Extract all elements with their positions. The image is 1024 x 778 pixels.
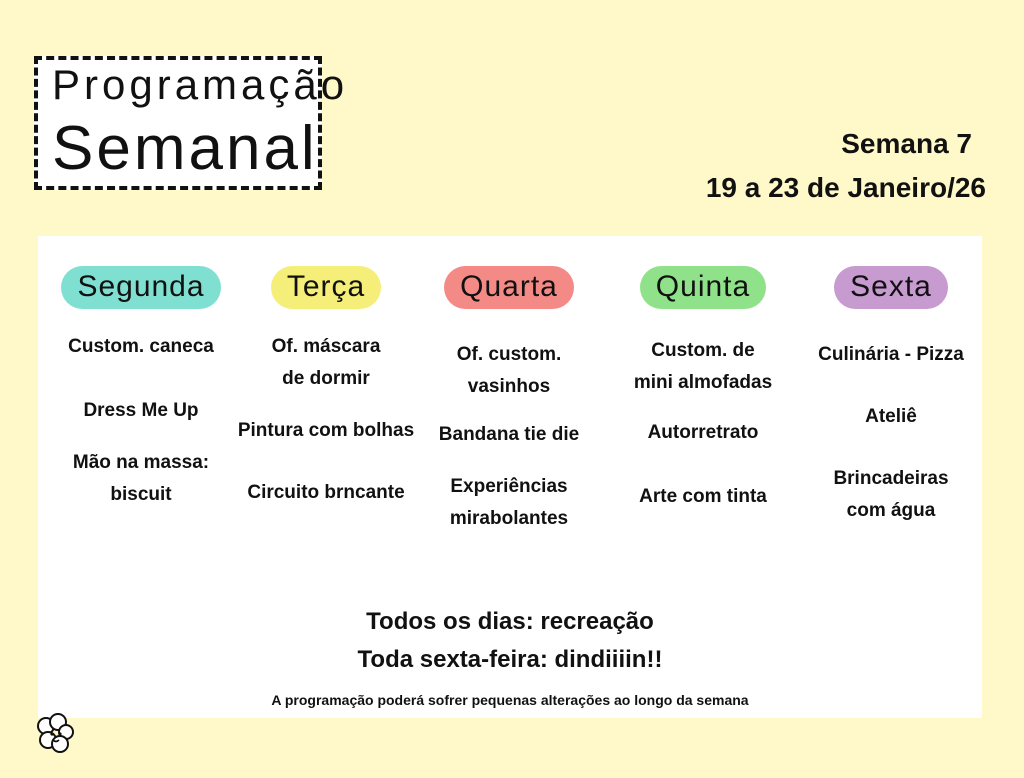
activity-segunda-1: Custom. caneca — [68, 335, 214, 357]
activity-segunda-3: Mão na massa: biscuit — [72, 451, 210, 505]
activity-terca-1: Of. máscara de dormir — [271, 335, 381, 389]
activity-quinta-3: Arte com tinta — [639, 485, 767, 507]
activity-sexta-3: Brincadeiras com água — [833, 467, 949, 521]
activity-quinta-1: Custom. de mini almofadas — [633, 339, 773, 393]
activity-segunda-2: Dress Me Up — [83, 399, 199, 421]
activity-sexta-1: Culinária - Pizza — [818, 343, 964, 365]
title-line2: Semanal — [52, 114, 318, 183]
popcorn-icon — [34, 712, 76, 758]
date-range: 19 a 23 de Janeiro/26 — [705, 172, 986, 203]
day-column-sexta — [796, 266, 986, 527]
activity-terca-2: Pintura com bolhas — [237, 419, 415, 441]
day-column-quinta — [608, 266, 798, 513]
day-label-segunda: Segunda — [61, 266, 220, 309]
activity-quarta-1: Of. custom. vasinhos — [456, 343, 562, 397]
day-label-sexta: Sexta — [834, 266, 948, 309]
week-label: Semana 7 — [841, 128, 972, 159]
day-column-terca — [231, 266, 421, 509]
activity-quarta-2: Bandana tie die — [438, 423, 580, 445]
activity-quinta-2: Autorretrato — [647, 421, 759, 443]
day-label-quarta: Quarta — [444, 266, 574, 309]
footer-friday: Toda sexta-feira: dindiiiin!! — [357, 646, 663, 673]
footer-daily: Todos os dias: recreação — [366, 608, 654, 635]
schedule-card — [38, 236, 982, 718]
footer-note: A programação poderá sofrer pequenas alterações ao longo da semana — [271, 692, 749, 708]
activity-quarta-3: Experiências mirabolantes — [449, 475, 569, 529]
activity-terca-3: Circuito brncante — [247, 481, 405, 503]
day-column-quarta — [414, 266, 604, 535]
day-column-segunda — [46, 266, 236, 511]
day-label-terca: Terça — [271, 266, 381, 309]
activity-sexta-2: Ateliê — [865, 405, 917, 427]
title-line1: Programação — [52, 61, 349, 108]
day-label-quinta: Quinta — [640, 266, 766, 309]
